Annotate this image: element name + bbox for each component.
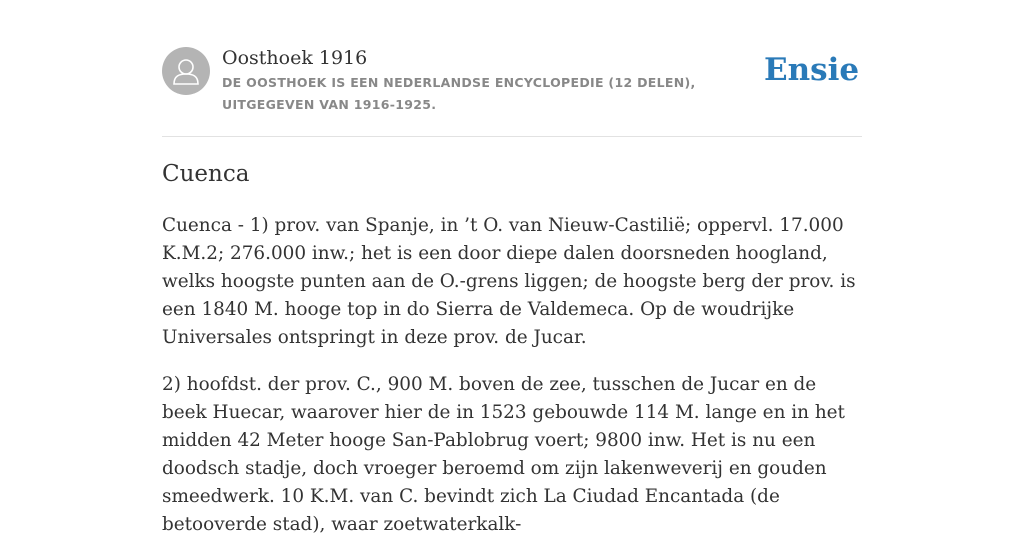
- source-avatar[interactable]: [162, 47, 210, 95]
- source-name[interactable]: Oosthoek 1916: [222, 47, 368, 69]
- article-paragraph: Cuenca - 1) prov. van Spanje, in ’t O. van Nieuw-Castilië; oppervl. 17.000 K.M.2; 276.000 inw.; het is een door diepe dalen doorsneden hoogland, welks hoogste punten aan de O.-grens liggen; de hoogste berg der prov. is een 1840 M. hooge top in do Sierra de Valdemeca. Op de woudrijke Universales ontspringt in deze prov. de Jucar.: [162, 215, 856, 348]
- article-title: Cuenca: [162, 161, 250, 187]
- ensie-logo[interactable]: Ensie: [764, 52, 860, 88]
- user-icon: [162, 47, 210, 95]
- source-description: DE OOSTHOEK IS EEN NEDERLANDSE ENCYCLOPEDIE (12 DELEN), UITGEGEVEN VAN 1916-1925.: [222, 75, 696, 112]
- source-header: [162, 44, 862, 137]
- article-paragraph: 2) hoofdst. der prov. C., 900 M. boven de zee, tusschen de Jucar en de beek Huecar, waarover hier de in 1523 gebouwde 114 M. lange en in het midden 42 Meter hooge San-Pablobrug voert; 9800 inw. Het is nu een doodsch stadje, doch vroeger beroemd om zijn lakenweverij en gouden smeedwerk. 10 K.M. van C. bevindt zich La Ciudad Encantada (de betooverde stad), waar zoetwaterkalk-: [162, 374, 845, 535]
- article-content: [162, 212, 862, 558]
